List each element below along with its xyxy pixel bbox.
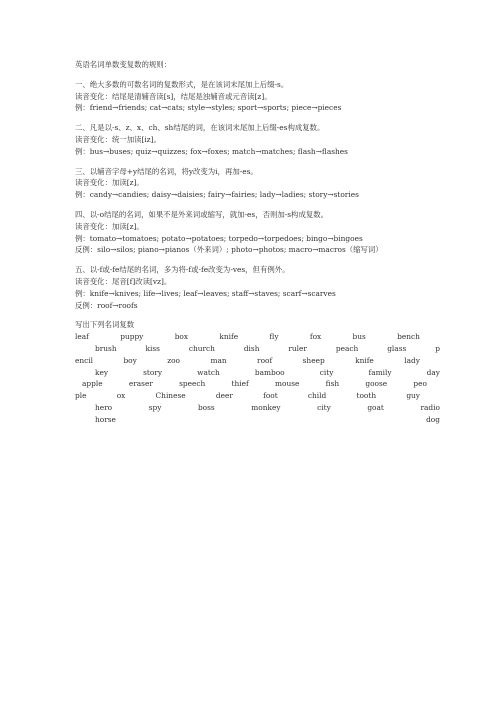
- exercise-word: puppy: [120, 332, 144, 342]
- exercise-word-row: [75, 343, 440, 355]
- document-page: [75, 59, 440, 426]
- exercise-word: boss: [197, 402, 215, 412]
- exercise-word: goose: [365, 379, 388, 389]
- exercise-word-row: [75, 367, 440, 379]
- document-title: 英语名词单数变复数的规则：: [75, 60, 172, 69]
- exercise-word: bamboo: [254, 367, 285, 377]
- spacer: [75, 114, 435, 122]
- exercise-word: deer: [215, 391, 233, 401]
- exercise-word: fox: [309, 332, 322, 342]
- exercise-word: city: [317, 402, 331, 412]
- exercise-word: ruler: [288, 343, 307, 353]
- exercise-title: 写出下列名词复数: [75, 320, 135, 330]
- exercise-word: roof: [257, 355, 273, 365]
- exercise-word: zoo: [167, 355, 181, 365]
- exercise-word: dog: [426, 414, 440, 424]
- rule-5-pronunciation: 读音变化：尾音[f]改读[vz]。: [75, 276, 172, 286]
- exercise-word: watch: [197, 367, 220, 377]
- spacer: [75, 158, 435, 166]
- rule-5-heading: 五、以-f或-fe结尾的名词，多为将-f或-fe改变为-ves，但有例外。: [75, 265, 290, 275]
- rule-4-example: 例：tomato→tomatoes; potato→potatoes; torpedo→torpedoes; bingo→bingoes: [75, 233, 363, 243]
- exercise-word-row: [75, 378, 427, 390]
- exercise-word: ple: [75, 391, 87, 401]
- rule-2-example: 例：bus→buses; quiz→quizzes; fox→foxes; match→matches; flash→flashes: [75, 146, 348, 156]
- rule-2-heading: 二、凡是以-s、z、x、ch、sh结尾的词，在该词末尾加上后缀-es构成复数。: [75, 123, 325, 133]
- exercise-word: child: [307, 391, 327, 401]
- exercise-word: church: [188, 343, 215, 353]
- exercise-word-row: [75, 390, 420, 402]
- exercise-word: apple: [82, 379, 103, 389]
- exercise-word: leaf: [75, 332, 89, 342]
- spacer: [75, 311, 435, 319]
- exercise-word: brush: [95, 343, 117, 353]
- exercise-word: city: [319, 367, 334, 377]
- exercise-word: fly: [269, 332, 279, 342]
- exercise-word: lady: [404, 355, 420, 365]
- exercise-word: glass: [387, 343, 407, 353]
- exercise-word-row: [75, 402, 440, 414]
- exercise-word: thief: [231, 379, 249, 389]
- exercise-word: box: [174, 332, 189, 342]
- exercise-word: eraser: [128, 379, 153, 389]
- rule-3-heading: 三、以辅音字母+y结尾的名词，将y改变为i，再加-es。: [75, 166, 258, 176]
- rule-4-heading: 四、以-o结尾的名词，如果不是外来词或缩写，就加-es，否则加-s构成复数。: [75, 209, 329, 219]
- exercise-word: family: [368, 367, 392, 377]
- exercise-word: encil: [75, 355, 94, 365]
- exercise-word: dish: [243, 343, 260, 353]
- exercise-word: mouse: [275, 379, 300, 389]
- exercise-word: day: [426, 367, 440, 377]
- exercise-word: monkey: [251, 402, 281, 412]
- exercise-word: ox: [116, 391, 126, 401]
- rule-3-pronunciation: 读音变化：加读[z]。: [75, 178, 144, 188]
- exercise-word: boy: [123, 355, 137, 365]
- exercise-word: bus: [352, 332, 366, 342]
- exercise-word-row: [75, 414, 440, 426]
- exercise-word-row: [75, 331, 420, 343]
- exercise-word: kiss: [145, 343, 160, 353]
- spacer: [75, 71, 435, 79]
- exercise-word: tooth: [356, 391, 377, 401]
- exercise-word-row: [75, 355, 420, 367]
- exercise-word: key: [95, 367, 109, 377]
- rule-5-example: 例：knife→knives; life→lives; leaf→leaves; staff→staves; scarf→scarves: [75, 288, 336, 298]
- exercise-word: radio: [420, 402, 440, 412]
- exercise-word: fish: [325, 379, 340, 389]
- exercise-word: goat: [367, 402, 384, 412]
- exercise-word-list: [75, 331, 440, 425]
- rule-1-heading: 一、绝大多数的可数名词的复数形式，是在该词末尾加上后缀-s。: [75, 79, 289, 89]
- exercise-word: peach: [335, 343, 359, 353]
- rule-4-pronunciation: 读音变化：加读[z]。: [75, 221, 144, 231]
- exercise-word: spy: [148, 402, 162, 412]
- exercise-word: hero: [95, 402, 113, 412]
- rule-1-pronunciation: 读音变化：结尾是清辅音读[s]，结尾是浊辅音或元音读[z]。: [75, 91, 272, 101]
- rule-3-example: 例：candy→candies; daisy→daisies; fairy→fairies; lady→ladies; story→stories: [75, 190, 359, 200]
- spacer: [75, 256, 435, 264]
- exercise-word: Chinese: [155, 391, 186, 401]
- exercise-word: horse: [95, 414, 116, 424]
- exercise-word: sheep: [302, 355, 325, 365]
- exercise-word: guy: [406, 391, 420, 401]
- exercise-word: knife: [355, 355, 374, 365]
- exercise-word: bench: [397, 332, 420, 342]
- exercise-word: story: [143, 367, 163, 377]
- rule-5-counterexample: 反例：roof→roofs: [75, 300, 138, 310]
- rule-4-counterexample: 反例：silo→silos; piano→pianos（外来词）; photo→photos; macro→macros（缩写词）: [75, 245, 383, 255]
- exercise-word: knife: [219, 332, 239, 342]
- spacer: [75, 201, 435, 209]
- exercise-word: speech: [179, 379, 206, 389]
- rule-2-pronunciation: 读音变化：统一加读[iz]。: [75, 134, 161, 144]
- exercise-word: p: [435, 343, 440, 353]
- exercise-word: foot: [263, 391, 278, 401]
- rule-1-example: 例：friend→friends; cat→cats; style→styles; sport→sports; piece→pieces: [75, 103, 342, 113]
- exercise-word: man: [210, 355, 227, 365]
- exercise-word: peo: [413, 379, 427, 389]
